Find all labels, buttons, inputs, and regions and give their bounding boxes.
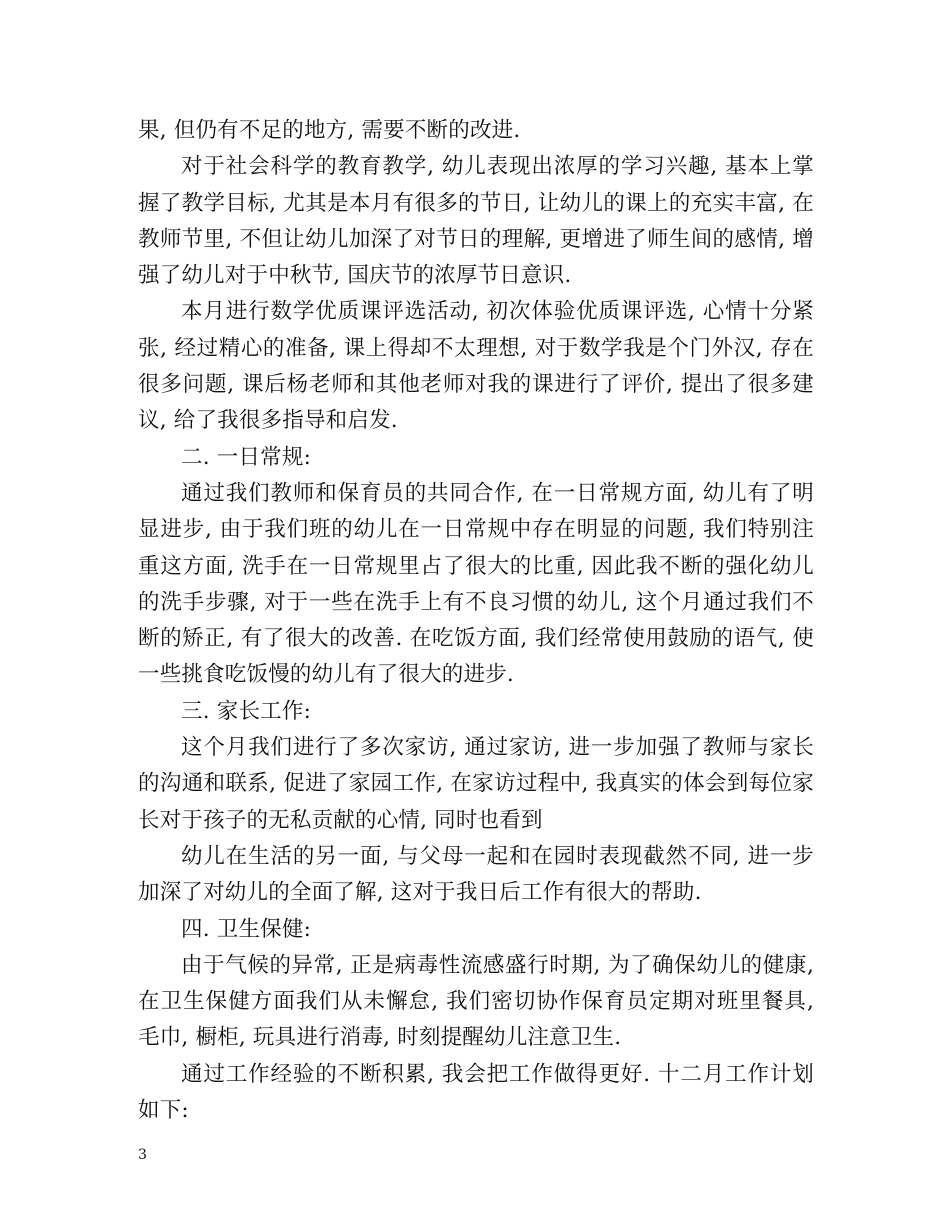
paragraph-home-visits: 这个月我们进行了多次家访, 通过家访, 进一步加强了教师与家长的沟通和联系, 促进了家园工作, 在家访过程中, 我真实的体会到每位家长对于孩子的无私贡献的心情, 同时也看到 xyxy=(138,735,814,833)
section-heading-parent-work: 三. 家长工作: xyxy=(181,698,312,724)
paragraph-continuation: 果, 但仍有不足的地方, 需要不断的改进. xyxy=(138,118,521,143)
paragraph-daily-routine: 通过我们教师和保育员的共同合作, 在一日常规方面, 幼儿有了明显进步, 由于我们班的幼儿在一日常规中存在明显的问题, 我们特别注重这方面, 洗手在一日常规里占了很大的比重, 因此我不断的强化幼儿的洗手步骤, 对于一些在洗手上有不良习惯的幼儿, 这个月通过我们不断的矫正, 有了很大的改善. 在吃饭方面, 我们经常使用鼓励的语气, 使一些挑食吃饭慢的幼儿有了很大的进步. xyxy=(138,480,814,688)
page-number: 3 xyxy=(138,1147,147,1163)
section-heading-daily-routine: 二. 一日常规: xyxy=(181,444,312,470)
paragraph-december-plan: 通过工作经验的不断积累, 我会把工作做得更好. 十二月工作计划如下: xyxy=(138,1061,814,1124)
paragraph-child-understanding: 幼儿在生活的另一面, 与父母一起和在园时表现截然不同, 进一步加深了对幼儿的全面了解, 这对于我日后工作有很大的帮助. xyxy=(138,843,814,906)
paragraph-math-lesson: 本月进行数学优质课评选活动, 初次体验优质课评选, 心情十分紧张, 经过精心的准备, 课上得却不太理想, 对于数学我是个门外汉, 存在很多问题, 课后杨老师和其他老师对我的课进行了评价, 提出了很多建议, 给了我很多指导和启发. xyxy=(138,299,814,434)
section-heading-health-care: 四. 卫生保健: xyxy=(181,916,312,942)
document-body xyxy=(138,113,814,1129)
paragraph-social-science: 对于社会科学的教育教学, 幼儿表现出浓厚的学习兴趣, 基本上掌握了教学目标, 尤其是本月有很多的节日, 让幼儿的课上的充实丰富, 在教师节里, 不但让幼儿加深了对节日的理解, 更增进了师生间的感情, 增强了幼儿对于中秋节, 国庆节的浓厚节日意识. xyxy=(138,154,814,289)
paragraph-health-care: 由于气候的异常, 正是病毒性流感盛行时期, 为了确保幼儿的健康, 在卫生保健方面我们从未懈怠, 我们密切协作保育员定期对班里餐具, 毛巾, 橱柜, 玩具进行消毒, 时刻提醒幼儿注意卫生. xyxy=(138,952,814,1051)
